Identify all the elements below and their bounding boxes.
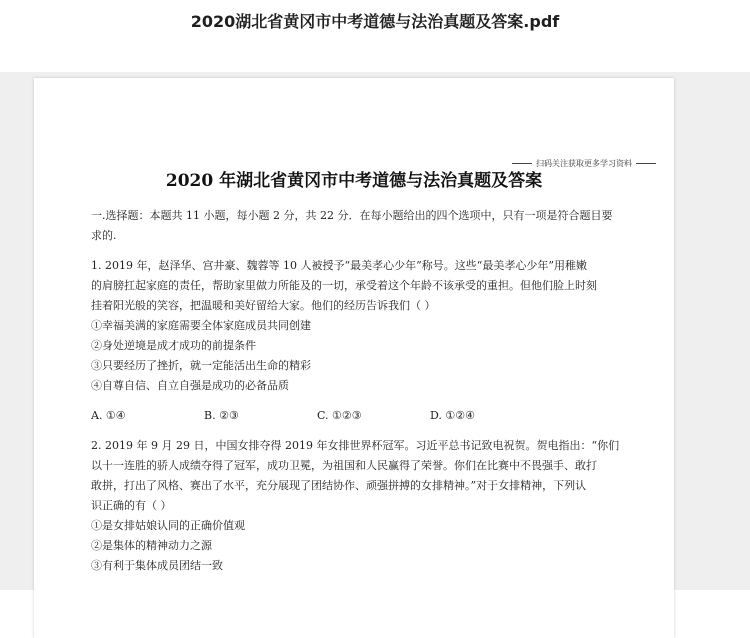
document-body bbox=[91, 206, 631, 576]
scan-note-text: 扫码关注获取更多学习资料 bbox=[536, 159, 632, 168]
scan-note-rule-right bbox=[636, 163, 656, 164]
viewer-header bbox=[0, 0, 750, 72]
question-stem-line: 1. 2019 年，赵泽华、宫井豪、魏蓉等 10 人被授予“最美孝心少年”称号。这些“最美孝心少年”用稚嫩 bbox=[91, 259, 587, 272]
scan-note-rule-left bbox=[512, 163, 532, 164]
option-a: A. ①④ bbox=[91, 409, 126, 422]
question-item: ②是集体的精神动力之源 bbox=[91, 539, 212, 552]
question-item: ④自尊自信、自立自强是成功的必备品质 bbox=[91, 379, 289, 392]
question-stem-line: 以十一连胜的骄人成绩夺得了冠军，成功卫冕，为祖国和人民赢得了荣誉。你们在比赛中不畏强手、敢打 bbox=[91, 459, 597, 472]
document-page bbox=[34, 78, 674, 638]
section-intro-line: 一.选择题：本题共 11 小题，每小题 2 分，共 22 分．在每小题给出的四个选项中，只有一项是符合题目要 bbox=[91, 209, 613, 222]
document-title: 2020 年湖北省黄冈市中考道德与法治真题及答案 bbox=[165, 171, 543, 191]
question-item: ③只要经历了挫折，就一定能活出生命的精彩 bbox=[91, 359, 311, 372]
question-1 bbox=[91, 256, 631, 426]
section-intro-line: 求的. bbox=[91, 229, 117, 242]
question-stem-line: 挂着阳光般的笑容，把温暖和美好留给大家。他们的经历告诉我们（ ） bbox=[91, 299, 436, 312]
question-stem-line: 敢拼，打出了风格、赛出了水平，充分展现了团结协作、顽强拼搏的女排精神。”对于女排精神，下列认 bbox=[91, 479, 587, 492]
question-stem-line: 识正确的有（ ） bbox=[91, 499, 172, 512]
document-viewer[interactable] bbox=[0, 72, 750, 590]
question-item: ②身处逆境是成才成功的前提条件 bbox=[91, 339, 256, 352]
file-title: 2020湖北省黄冈市中考道德与法治真题及答案.pdf bbox=[190, 12, 560, 31]
option-b: B. ②③ bbox=[204, 409, 239, 422]
question-stem-line: 2. 2019 年 9 月 29 日，中国女排夺得 2019 年女排世界杯冠军。习近平总书记致电祝贺。贺电指出：“你们 bbox=[91, 439, 620, 452]
question-item: ①是女排姑娘认同的正确价值观 bbox=[91, 519, 245, 532]
option-d: D. ①②④ bbox=[430, 409, 476, 422]
question-item: ①幸福美满的家庭需要全体家庭成员共同创建 bbox=[91, 319, 311, 332]
option-c: C. ①②③ bbox=[317, 409, 362, 422]
question-stem-line: 的肩膀扛起家庭的责任，帮助家里做力所能及的一切，承受着这个年龄不该承受的重担。但他们脸上时刻 bbox=[91, 279, 597, 292]
answer-options bbox=[91, 406, 631, 426]
question-2 bbox=[91, 436, 631, 576]
question-item: ③有利于集体成员团结一致 bbox=[91, 559, 223, 572]
